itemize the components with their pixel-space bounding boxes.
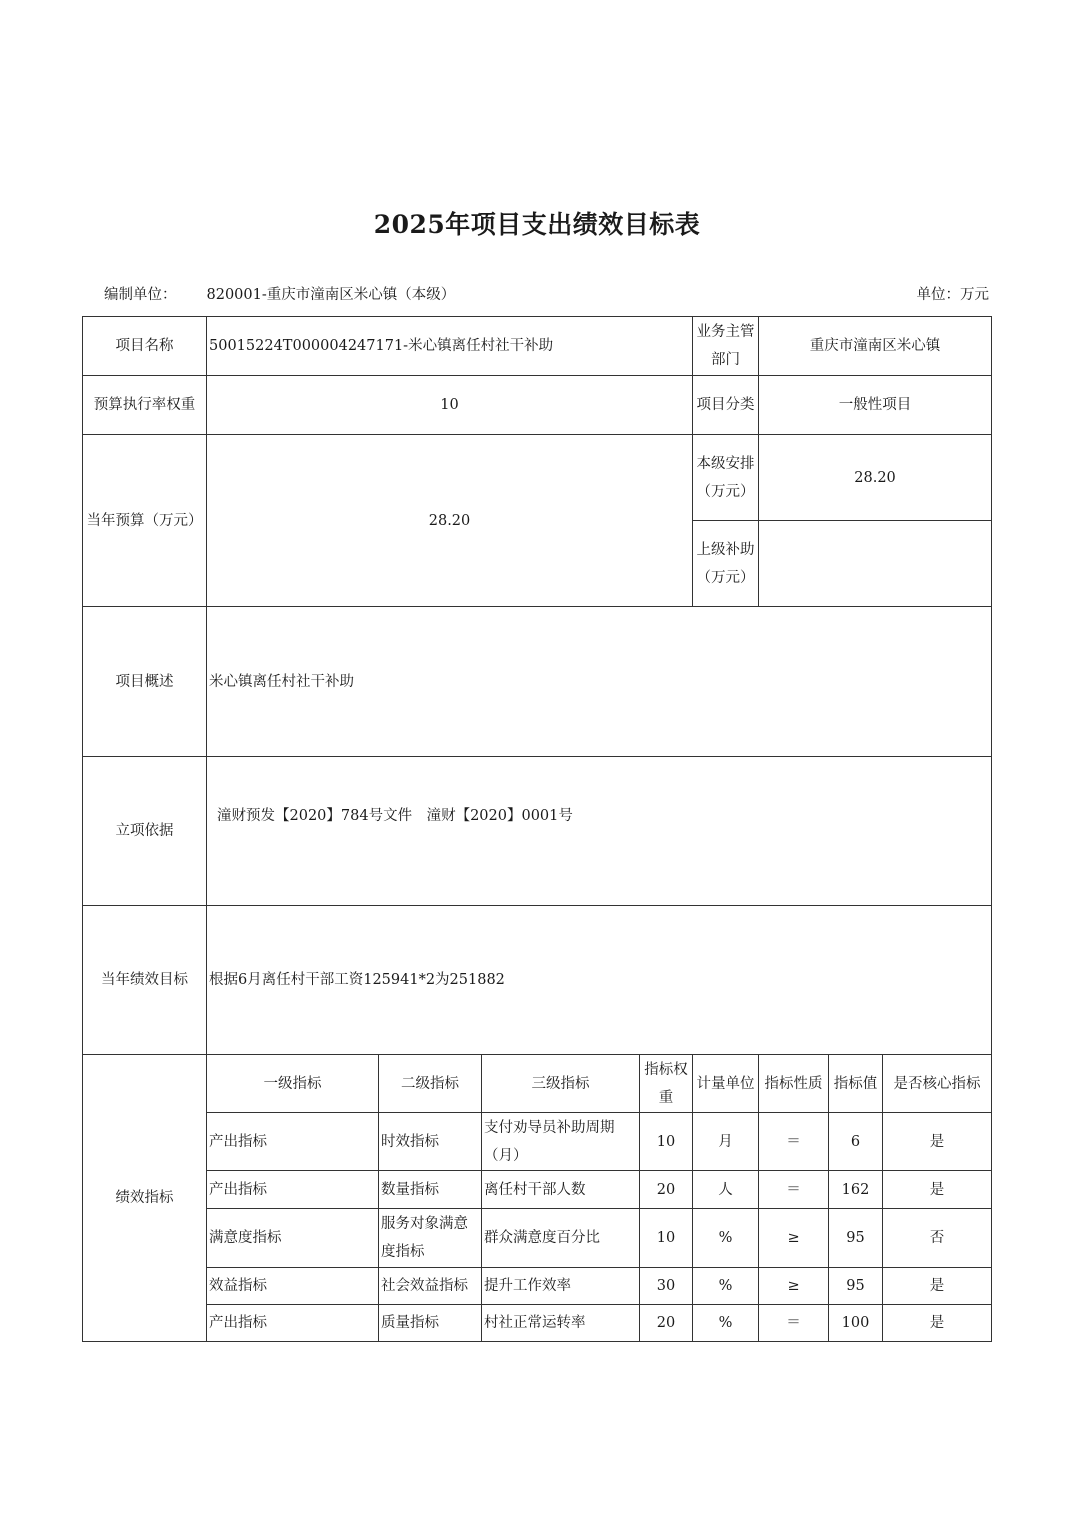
weight-cell: 20	[640, 1305, 693, 1342]
org-label: 编制单位：	[104, 287, 177, 303]
value-cell: 162	[829, 1171, 883, 1209]
category-value: 一般性项目	[759, 376, 992, 435]
level3-cell: 村社正常运转率	[482, 1305, 640, 1342]
level1-cell: 满意度指标	[207, 1209, 379, 1268]
basis-label: 立项依据	[83, 757, 207, 906]
performance-table	[82, 316, 992, 1342]
level1-cell: 产出指标	[207, 1305, 379, 1342]
dept-label: 业务主管部门	[693, 317, 759, 376]
value-cell: 95	[829, 1268, 883, 1305]
header-unit: 计量单位	[693, 1055, 759, 1113]
header-level3: 三级指标	[482, 1055, 640, 1113]
header-core: 是否核心指标	[883, 1055, 992, 1113]
budget-label: 当年预算（万元）	[83, 435, 207, 607]
project-name-value: 50015224T000004247171-米心镇离任村社干补助	[207, 317, 693, 376]
indicator-row	[83, 1171, 992, 1209]
row-weight	[83, 376, 992, 435]
indicators-section-label: 绩效指标	[83, 1055, 207, 1342]
goal-label: 当年绩效目标	[83, 906, 207, 1055]
org-info	[104, 283, 455, 304]
page-title: 2025年项目支出绩效目标表	[373, 210, 701, 239]
unit-label: 单位：万元	[916, 287, 989, 303]
nature-cell: ＝	[759, 1171, 829, 1209]
nature-cell: ≥	[759, 1268, 829, 1305]
level2-cell: 数量指标	[379, 1171, 482, 1209]
unit-cell: %	[693, 1305, 759, 1342]
weight-value: 10	[207, 376, 693, 435]
header-level2: 二级指标	[379, 1055, 482, 1113]
nature-cell: ＝	[759, 1305, 829, 1342]
level2-cell: 社会效益指标	[379, 1268, 482, 1305]
level1-cell: 产出指标	[207, 1171, 379, 1209]
unit-cell: %	[693, 1209, 759, 1268]
row-overview	[83, 607, 992, 757]
value-cell: 6	[829, 1113, 883, 1171]
core-cell: 是	[883, 1113, 992, 1171]
upper-value	[759, 521, 992, 607]
level3-cell: 群众满意度百分比	[482, 1209, 640, 1268]
overview-label: 项目概述	[83, 607, 207, 757]
row-budget	[83, 435, 992, 521]
weight-cell: 10	[640, 1209, 693, 1268]
weight-label: 预算执行率权重	[83, 376, 207, 435]
indicator-row	[83, 1113, 992, 1171]
indicator-header-row	[83, 1055, 992, 1113]
level3-cell: 支付劝导员补助周期（月）	[482, 1113, 640, 1171]
project-name-label: 项目名称	[83, 317, 207, 376]
header-value: 指标值	[829, 1055, 883, 1113]
level1-cell: 效益指标	[207, 1268, 379, 1305]
indicator-row	[83, 1268, 992, 1305]
level2-cell: 质量指标	[379, 1305, 482, 1342]
level2-cell: 时效指标	[379, 1113, 482, 1171]
row-basis	[83, 757, 992, 906]
unit-cell: %	[693, 1268, 759, 1305]
row-goal	[83, 906, 992, 1055]
goal-value: 根据6月离任村干部工资125941*2为251882	[207, 906, 992, 1055]
header-level1: 一级指标	[207, 1055, 379, 1113]
category-label: 项目分类	[693, 376, 759, 435]
row-project-name	[83, 317, 992, 376]
level3-cell: 提升工作效率	[482, 1268, 640, 1305]
upper-label: 上级补助（万元）	[693, 521, 759, 607]
header-weight: 指标权重	[640, 1055, 693, 1113]
org-value: 820001-重庆市潼南区米心镇（本级）	[206, 287, 456, 303]
level1-cell: 产出指标	[207, 1113, 379, 1171]
weight-cell: 10	[640, 1113, 693, 1171]
core-cell: 是	[883, 1305, 992, 1342]
weight-cell: 20	[640, 1171, 693, 1209]
level2-cell: 服务对象满意度指标	[379, 1209, 482, 1268]
indicator-row	[83, 1305, 992, 1342]
level3-cell: 离任村干部人数	[482, 1171, 640, 1209]
overview-value: 米心镇离任村社干补助	[207, 607, 992, 757]
basis-value: 潼财预发【2020】784号文件 潼财【2020】0001号	[207, 757, 992, 906]
core-cell: 是	[883, 1171, 992, 1209]
local-value: 28.20	[759, 435, 992, 521]
weight-cell: 30	[640, 1268, 693, 1305]
nature-cell: ≥	[759, 1209, 829, 1268]
value-cell: 95	[829, 1209, 883, 1268]
header-nature: 指标性质	[759, 1055, 829, 1113]
core-cell: 否	[883, 1209, 992, 1268]
nature-cell: ＝	[759, 1113, 829, 1171]
dept-value: 重庆市潼南区米心镇	[759, 317, 992, 376]
indicator-row	[83, 1209, 992, 1268]
value-cell: 100	[829, 1305, 883, 1342]
unit-cell: 月	[693, 1113, 759, 1171]
local-label: 本级安排（万元）	[693, 435, 759, 521]
budget-value: 28.20	[207, 435, 693, 607]
unit-cell: 人	[693, 1171, 759, 1209]
core-cell: 是	[883, 1268, 992, 1305]
